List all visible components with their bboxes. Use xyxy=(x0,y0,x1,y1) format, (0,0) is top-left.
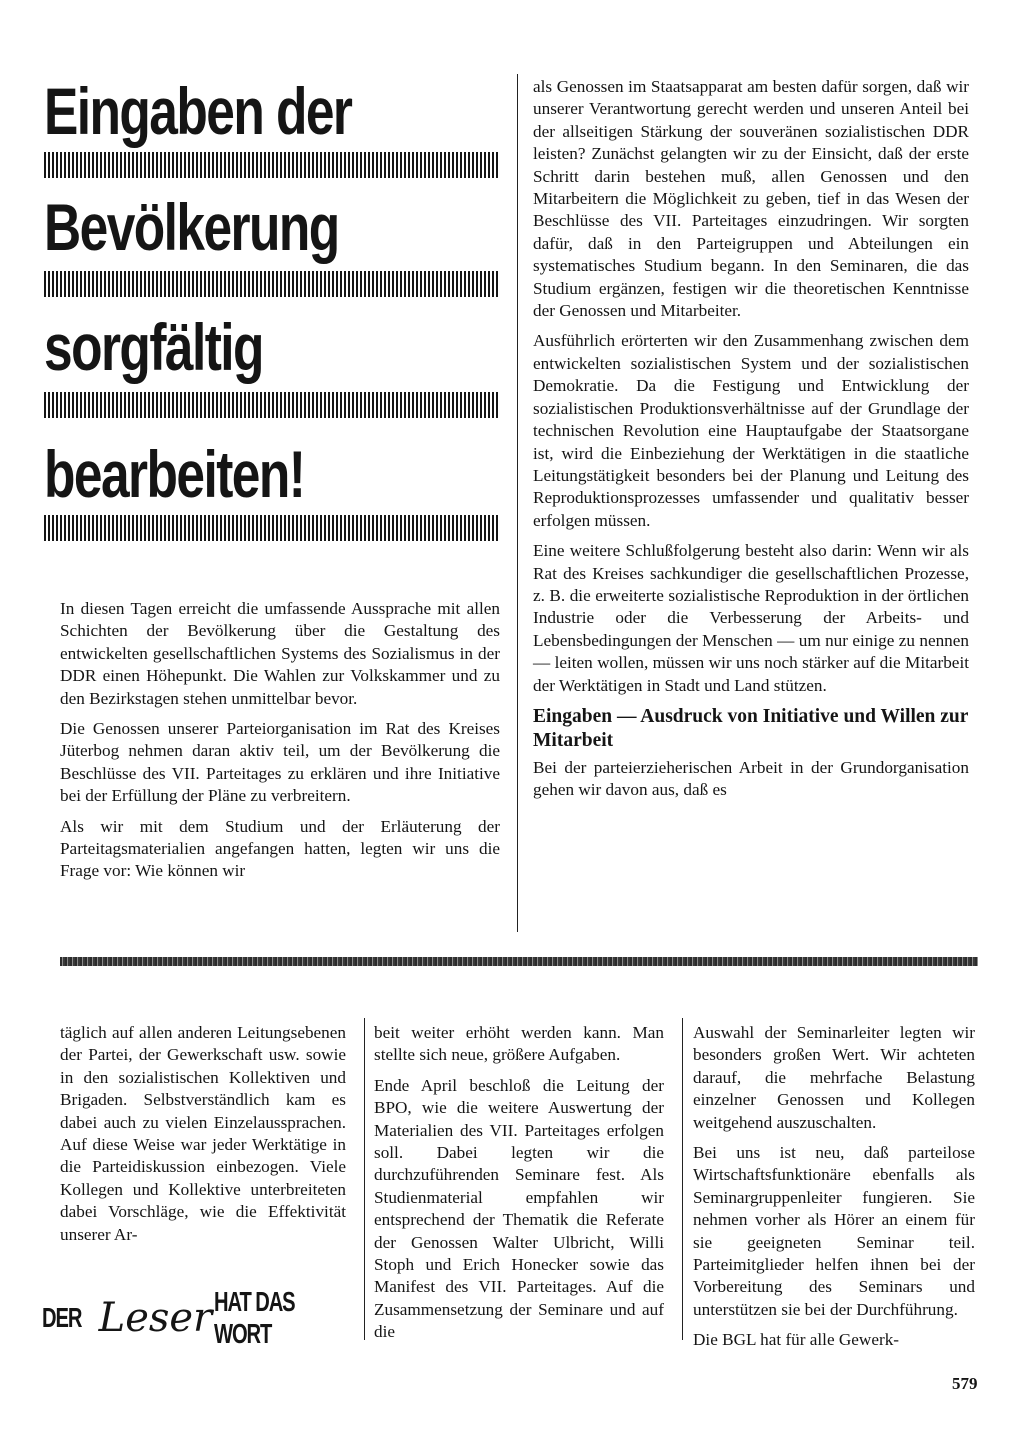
column-divider xyxy=(364,1018,365,1340)
paragraph: Bei uns ist neu, daß parteilose Wirtschaftsfunktionäre ebenfalls als Seminargruppenleiter fungieren. Sie nehmen vorher als Hörer an einem für sie geeigneten Seminar teil. Parteimitglieder helfen ihnen bei der Vorbereitung des Seminars und unterstützen sie bei der Durchführung. xyxy=(693,1143,975,1319)
bottom-column-2 xyxy=(374,1022,664,1352)
paragraph: Auswahl der Seminarleiter legten wir besonders großen Wert. Wir achteten darauf, die mehrfache Belastung einzelner Genossen und Kollegen weitgehend auszuschalten. xyxy=(693,1023,975,1132)
top-left-column xyxy=(60,598,500,891)
section-subheading: Eingaben — Ausdruck von Initiative und Willen zur Mitarbeit xyxy=(533,705,969,751)
paragraph: beit weiter erhöht werden kann. Man stellte sich neue, größere Aufgaben. xyxy=(374,1023,664,1065)
column-divider xyxy=(682,1018,683,1340)
paragraph: Als wir mit dem Studium und der Erläuterung der Parteitagsmaterialien angefangen hatten, legten wir uns die Frage vor: Wie können wir xyxy=(60,816,500,881)
logo-word-der: DER xyxy=(42,1302,82,1333)
paragraph: Die BGL hat für alle Gewerk- xyxy=(693,1330,900,1350)
logo-script-leser: Leser xyxy=(98,1295,213,1341)
headline-rule-4 xyxy=(44,515,500,541)
headline-line-2: Bevölkerung xyxy=(44,190,339,264)
column-divider xyxy=(517,74,518,932)
paragraph: Die Genossen unserer Parteiorganisation im Rat des Kreises Jüterbog nehmen daran aktiv teil, um der Bevölkerung die Beschlüsse des VII. Parteitages zu erklären und ihre Initiative bei der Erfüllung der Pläne zu verbreitern. xyxy=(60,719,500,806)
headline-line-1: Eingaben der xyxy=(44,74,352,148)
headline-line-4: bearbeiten! xyxy=(44,437,305,511)
top-right-column xyxy=(533,76,969,810)
page-number: 579 xyxy=(952,1374,978,1393)
headline-rule-3 xyxy=(44,392,500,418)
bottom-column-1 xyxy=(60,1022,346,1254)
paragraph: Eine weitere Schlußfolgerung besteht also darin: Wenn wir als Rat des Kreises sachkundiger die gesellschaftlichen Prozesse, z. B. die erweiterte sozialistische Reproduktion in der örtlichen Industrie oder die Verbesserung der Arbeits- und Lebensbedingungen der Menschen — um nur einige zu nennen — leiten wollen, müssen wir uns noch stärker auf die Mitarbeit der Werktätigen in Stadt und Land stützen. xyxy=(533,541,969,695)
paragraph: Ende April beschloß die Leitung der BPO, wie die weitere Auswertung der Materialien des VII. Parteitages erfolgen soll. Dabei legten wir die durchzuführenden Seminare fest. Als Studienmaterial empfahlen wir entsprechend der Thematik die Referate der Genossen Walter Ulbricht, Willi Stoph und Erich Honecker sowie das Manifest des VII. Parteitages. Auf die Zusammensetzung der Seminare und auf die xyxy=(374,1075,664,1342)
paragraph: als Genossen im Staatsapparat am besten dafür sorgen, daß wir unserer Verantwortung gerecht werden und unseren Anteil bei der allseitigen Stärkung der souveränen sozialistischen DDR leisten? Zunächst gelangten wir zu der Einsicht, daß der erste Schritt darin bestehen muß, allen Genossen und den Mitarbeitern die Möglichkeit zu geben, tief in das Wesen der Beschlüsse des VII. Parteitages einzudringen. Wir sorgten dafür, daß in den Parteigruppen und Abteilungen ein systematisches Studium begann. In den Seminaren, die das Studium ergänzen, festigen wir die theoretischen Kenntnisse der Genossen und Mitarbeiter. xyxy=(533,77,969,321)
headline-rule-1 xyxy=(44,152,500,178)
paragraph: Ausführlich erörterten wir den Zusammenhang zwischen dem entwickelten sozialistischen System und der sozialistischen Demokratie. Da die Festigung und Entwicklung der sozialistischen Produktionsverhältnisse auf der Grundlage der technischen Revolution eine Hauptaufgabe der Staatsorgane ist, wird die Einbeziehung der Werktätigen in die staatliche Leitungstätigkeit besonders bei der Planung und Leitung des Reproduktionsprozesses umfassender und qualitativ besser erfolgen müssen. xyxy=(533,331,969,530)
logo-words-hat-das-wort: HAT DAS WORT xyxy=(214,1286,295,1349)
der-leser-hat-das-wort-logo xyxy=(42,1286,350,1349)
paragraph: Bei der parteierzieherischen Arbeit in der Grundorganisation gehen wir davon aus, daß es xyxy=(533,757,969,800)
headline-rule-2 xyxy=(44,271,500,297)
headline-line-3: sorgfältig xyxy=(44,310,263,384)
horizontal-rule xyxy=(60,957,978,966)
bottom-column-3 xyxy=(693,1022,975,1360)
paragraph: In diesen Tagen erreicht die umfassende Aussprache mit allen Schichten der Bevölkerung über die Gestaltung des entwickelten gesellschaftlichen Systems des Sozialismus in der DDR einen Höhepunkt. Die Wahlen zur Volkskammer und zu den Bezirkstagen stehen unmittelbar bevor. xyxy=(60,599,500,708)
paragraph: täglich auf allen anderen Leitungsebenen der Partei, der Gewerkschaft usw. sowie in den sozialistischen Kollektiven und Brigaden. Selbstverständlich kam es dabei auch zu vielen Einzelaussprachen. Auf diese Weise war jeder Werktätige in die Parteidiskussion einbezogen. Viele Kollegen und Kollektive unterbreiteten dabei Vorschläge, wie die Effektivität unserer Ar- xyxy=(60,1023,346,1244)
